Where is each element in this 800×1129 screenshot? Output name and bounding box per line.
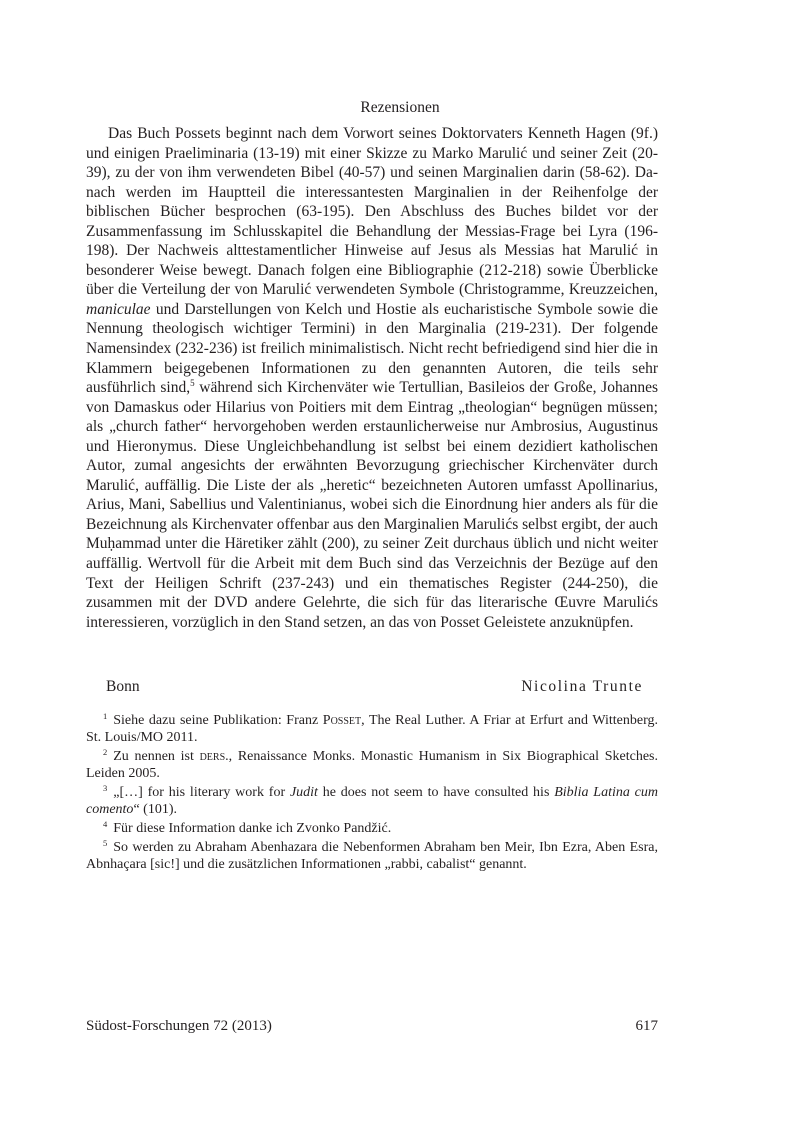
italic-title: Biblia Latina cum comento <box>86 784 658 818</box>
footnote-text: he does not seem to have consulted his <box>317 784 555 800</box>
footnote-text: So werden zu Abraham Abenhazara die Nebenformen Abraham ben Meir, Ibn Ezra, Aben Esra, Abnhaçara [sic!] und die zusätzlichen Informationen „rabbi, cabalist“ genannt. <box>86 839 658 872</box>
footnote-reference[interactable]: 5 <box>190 378 195 389</box>
footnote-3 <box>86 784 658 819</box>
footnotes <box>86 712 658 875</box>
journal-citation: Südost-Forschungen 72 (2013) <box>86 1018 272 1034</box>
footnote-text: “ (101). <box>133 802 177 818</box>
footnote-number: 5 <box>103 837 108 848</box>
footnote-text: „[…] for his literary work for <box>113 784 290 800</box>
footnote-number: 4 <box>103 818 108 829</box>
italic-term: maniculae <box>86 300 151 318</box>
footnote-text: , Renaissance Monks. Monastic Humanism in Six Biographical Sketches. Leiden 2005. <box>86 748 658 782</box>
footnote-5 <box>86 839 658 874</box>
footnote-text: , The Real Luther. A Friar at Erfurt and Wittenberg. St. Louis/MO 2011. <box>86 713 658 746</box>
running-header: Rezensionen <box>360 99 440 116</box>
footnote-number: 2 <box>103 746 108 757</box>
italic-title: Judit <box>289 784 318 800</box>
text-segment: Das Buch Possets beginnt nach dem Vorwort seines Doktorvaters Kenneth Hagen (9f.) und einigen Praeliminaria (13-19) mit einer Skizze zu Marko Marulić und seiner Zeit (20-39), zu der von ihm verwendeten Bibel (40-57) und seinen Marginalien darin (58-62). Danach werden im Hauptteil die interessantesten Marginalien in der Reihenfolge der biblischen Bücher besprochen (63-195). Den Abschluss des Buches bildet vor der Zusammenfassung im Schlusskapitel die Behandlung der Messias-Frage bei Lyra (196-198). Der Nachweis alttestamentlicher Hinweise auf Jesus als Messias hat Marulić in besonderer Weise bewegt. Danach folgen eine Bibliographie (212-218) sowie Überblicke über die Verteilung der von Marulić verwendeten Symbole (Christogramme, Kreuzzeichen, <box>86 125 658 299</box>
review-paragraph <box>86 124 658 632</box>
page-number: 617 <box>635 1018 658 1034</box>
footnote-text: Für diese Information danke ich Zvonko Pandžić. <box>113 820 392 836</box>
footnote-number: 1 <box>103 711 108 721</box>
footnote-4 <box>86 820 658 837</box>
footnote-text: Zu nennen ist <box>113 748 200 764</box>
footnote-1 <box>86 712 658 747</box>
footnote-text: Siehe dazu seine Publikation: Franz <box>113 713 323 728</box>
author-name: ders. <box>199 748 229 764</box>
text-segment: und Darstellungen von Kelch und Hostie als eucharistische Symbole sowie die Nennung theologisch wichtiger Termini) in den Marginalia (219-231). Der folgende Namensindex (232-236) ist freilich minimalistisch. Nicht recht befriedigend sind hier die in Klammern beigegebenen Informationen zu den genannten Autoren, die teils sehr ausführlich sind, <box>86 300 658 397</box>
footnote-2 <box>86 748 658 783</box>
text-segment: während sich Kirchenväter wie Tertullian, Basileios der Große, Johannes von Damaskus oder Hilarius von Poitiers mit dem Eintrag „theologian“ begnügen müssen; als „church father“ hervorgehoben werden erstaunlicherweise nur Ambrosius, Augustinus und Hieronymus. Diese Ungleichbehandlung ist selbst bei einem dezidiert katholischen Autor, zumal angesichts der erwähnten Bevorzugung griechischer Kirchenväter durch Marulić, auffällig. Die Liste der als „heretic“ bezeichneten Autoren umfasst Apollinarius, Arius, Mani, Sabellius und Valentinianus, wobei sich die Einordnung hier anders als für die Bezeichnung als Kirchenvater offenbar aus den Marginalien Marulićs selbst ergibt, der auch Muḥammad unter die Häretiker zählt (200), zu seiner Zeit durchaus üblich und nicht weiter auffällig. Wertvoll für die Arbeit mit dem Buch sind das Verzeichnis der Bezüge auf den Text der Heiligen Schrift (237-243) und ein thematisches Register (244-250), die zusammen mit der DVD andere Gelehrte, die sich für das literarische Œuvre Marulićs interessieren, vorzüglich in den Stand setzen, an das von Posset Geleistete anzuknüpfen. <box>86 379 658 631</box>
author-name: Posset <box>322 713 362 728</box>
footnote-number: 3 <box>103 782 108 793</box>
reviewer-name: Nicolina Trunte <box>521 678 643 695</box>
signature-place: Bonn <box>106 678 140 695</box>
